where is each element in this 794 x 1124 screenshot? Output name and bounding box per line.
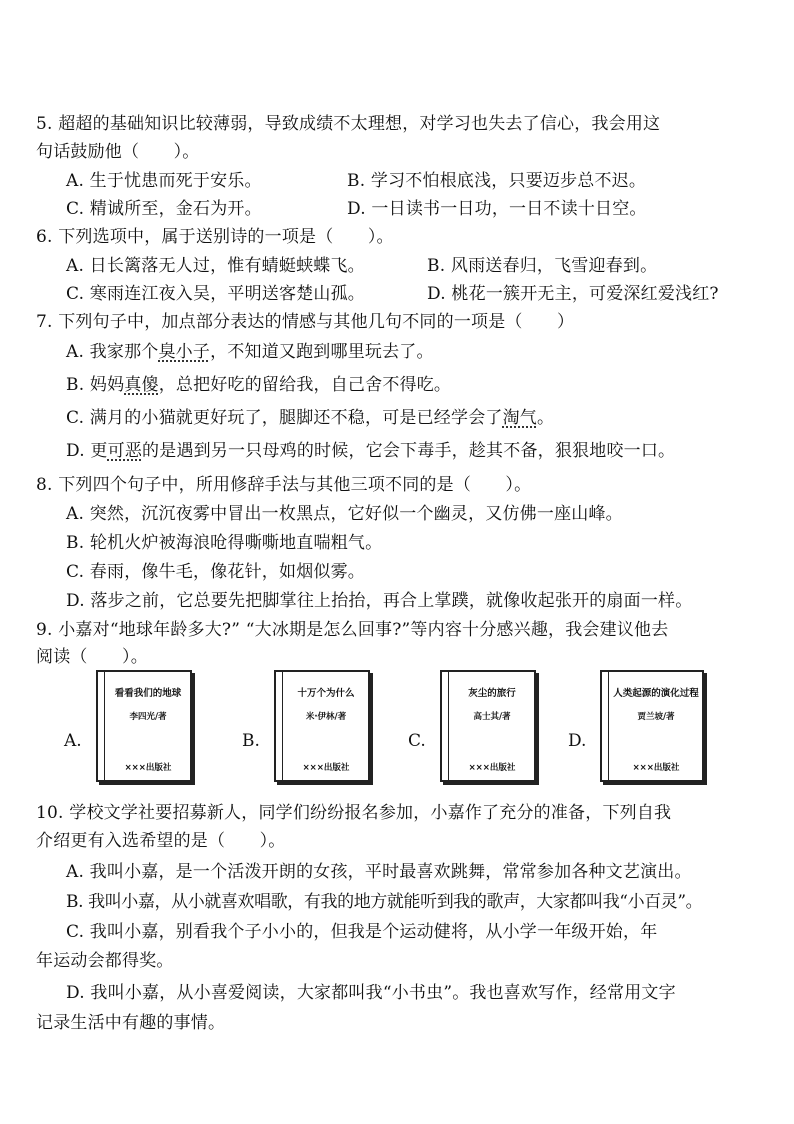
q10-option-c-line2: 年运动会都得奖。 [36,951,174,971]
q7-a-dotted [158,342,210,362]
q10-option-c-line1: C. 我叫小嘉，别看我个子小小的，但我是个运动健将，从小学一年级开始，年 [66,922,658,942]
q9-b-letter: B. [242,731,260,751]
q7-b-pre: B. 妈妈 [66,375,125,395]
q5-stem-line2: 句话鼓励他（ ）。 [36,142,200,162]
q9-option-a [64,670,234,790]
q7-a-pre: A. 我家那个 [66,342,159,362]
q7-option-d [66,440,675,462]
q7-b-post: ，总把好吃的留给我，自己舍不得吃。 [158,375,452,395]
q9-a-book-author: 李四光/著 [129,712,167,722]
q8-option-a: A. 突然，沉沉夜雾中冒出一枚黑点，它好似一个幽灵，又仿佛一座山峰。 [66,504,623,524]
q5-stem-line1: 5. 超超的基础知识比较薄弱，导致成绩不太理想，对学习也失去了信心，我会用这 [36,114,661,134]
q8-option-b: B. 轮机火炉被海浪呛得嘶嘶地直喘粗气。 [66,533,383,553]
q6-option-d: D. 桃花一簇开无主，可爱深红爱浅红? [427,284,719,304]
q7-c-dotted-text: 淘气 [502,408,538,428]
q9-a-book-title: 看看我们的地球 [114,688,182,699]
q9-b-book-cover [274,670,370,782]
q7-d-dotted-text: 可恶 [107,441,143,461]
q9-b-book-author: 米·伊林/著 [305,712,347,722]
q9-option-c [408,670,578,790]
q8-stem: 8. 下列四个句子中，所用修辞手法与其他三项不同的是（ ）。 [36,475,532,495]
q6-option-b: B. 风雨送春归，飞雪迎春到。 [427,256,658,276]
q9-b-book-publisher: ×××出版社 [302,763,350,773]
q7-b-dotted-text: 真傻 [124,375,159,395]
q9-c-book-title: 灰尘的旅行 [468,688,516,699]
q7-option-b [66,374,451,396]
q9-a-book-publisher: ×××出版社 [124,763,172,773]
q10-stem-line2: 介绍更有入选希望的是（ ）。 [36,831,286,851]
q8-option-d: D. 落步之前，它总要先把脚掌往上抬抬，再合上掌蹼，就像收起张开的扇面一样。 [66,591,693,611]
q9-d-book-title: 人类起源的演化过程 [613,688,699,699]
q10-option-b: B. 我叫小嘉，从小就喜欢唱歌，有我的地方就能听到我的歌声，大家都叫我“小百灵”。 [66,892,703,912]
q5-option-a: A. 生于忧患而死于安乐。 [66,171,262,191]
q9-c-book-cover [440,670,536,782]
q7-d-pre: D. 更 [66,441,108,461]
q7-a-dotted-text: 臭小子 [158,342,211,362]
q7-a-post: ，不知道又跑到哪里玩去了。 [210,342,434,362]
q7-option-a [66,341,434,363]
q9-c-book-publisher: ×××出版社 [468,763,516,773]
q9-c-letter: C. [408,731,426,751]
q9-option-b [242,670,412,790]
q6-option-c: C. 寒雨连江夜入吴，平明送客楚山孤。 [66,284,366,304]
q7-c-post: 。 [537,408,555,428]
q9-d-book-author: 贾兰坡/著 [637,712,675,722]
q7-d-post: 的是遇到另一只母鸡的时候，它会下毒手，趁其不备，狠狠地咬一口。 [142,441,676,461]
q6-option-a: A. 日长篱落无人过，惟有蜻蜓蛱蝶飞。 [66,256,365,276]
q6-stem: 6. 下列选项中，属于送别诗的一项是（ ）。 [36,227,394,247]
q9-stem-line2: 阅读（ ）。 [36,647,148,667]
q9-d-book-cover [600,670,704,782]
q9-b-book-title: 十万个为什么 [297,688,355,699]
q9-d-letter: D. [568,731,587,751]
q7-option-c [66,407,554,429]
q9-option-d [568,670,738,790]
q10-option-d-line2: 记录生活中有趣的事情。 [36,1013,226,1033]
q9-a-letter: A. [64,731,82,751]
q9-a-book-cover [96,670,192,782]
q7-stem: 7. 下列句子中，加点部分表达的情感与其他几句不同的一项是（ ） [36,312,575,332]
q9-c-book-author: 高士其/著 [473,712,511,722]
q10-option-a: A. 我叫小嘉，是一个活泼开朗的女孩，平时最喜欢跳舞，常常参加各种文艺演出。 [66,862,692,882]
q8-option-c: C. 春雨，像牛毛，像花针，如烟似雾。 [66,562,366,582]
q10-stem-line1: 10. 学校文学社要招募新人，同学们纷纷报名参加，小嘉作了充分的准备，下列自我 [36,803,672,823]
q7-c-pre: C. 满月的小猫就更好玩了，腿脚还不稳，可是已经学会了 [66,408,503,428]
q9-d-book-publisher: ×××出版社 [632,763,680,773]
q5-option-b: B. 学习不怕根底浅，只要迈步总不迟。 [347,171,647,191]
q10-option-d-line1: D. 我叫小嘉，从小喜爱阅读，大家都叫我“小书虫”。我也喜欢写作，经常用文字 [66,983,676,1003]
q5-option-c: C. 精诚所至，金石为开。 [66,199,262,219]
q5-option-d: D. 一日读书一日功，一日不读十日空。 [347,199,647,219]
q9-stem-line1: 9. 小嘉对“地球年龄多大?” “大冰期是怎么回事?”等内容十分感兴趣，我会建议他去 [36,620,669,640]
